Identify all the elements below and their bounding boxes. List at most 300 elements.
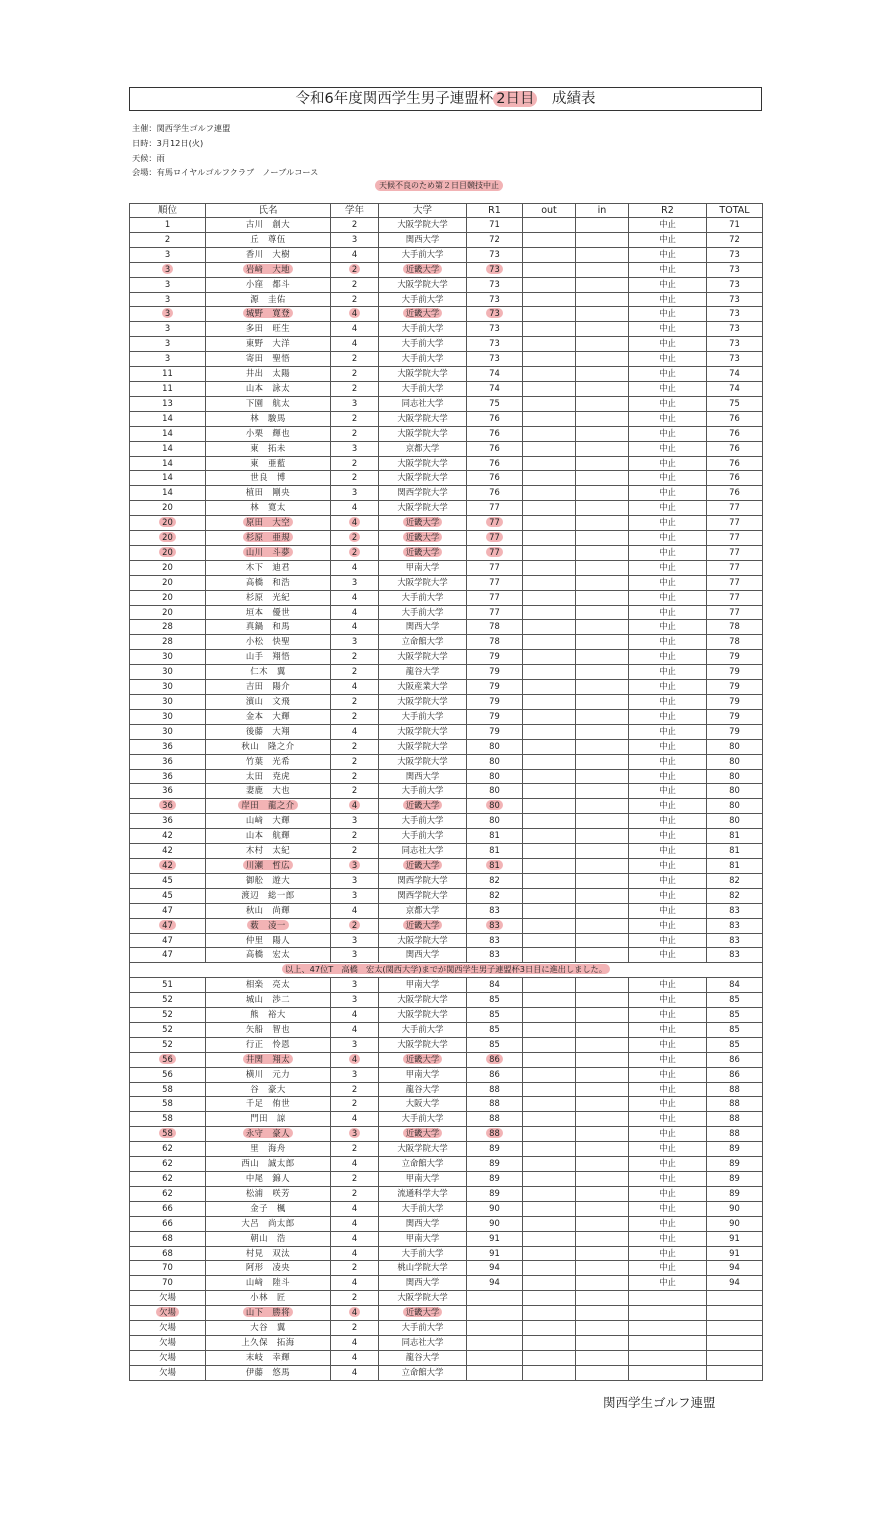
cell-r1: 83 bbox=[467, 903, 523, 918]
cell-total: 73 bbox=[707, 247, 763, 262]
cell-rank: 62 bbox=[130, 1172, 206, 1187]
cell-total: 84 bbox=[707, 978, 763, 993]
cell-university: 大手前大学 bbox=[379, 1321, 467, 1336]
table-row bbox=[130, 1261, 763, 1276]
cell-university: 大阪学院大学 bbox=[379, 575, 467, 590]
cell-rank: 58 bbox=[130, 1082, 206, 1097]
cell-university: 大手前大学 bbox=[379, 381, 467, 396]
cell-out bbox=[523, 232, 576, 247]
cell-grade: 2 bbox=[331, 1321, 379, 1336]
cell-total: 76 bbox=[707, 456, 763, 471]
cell-rank: 47 bbox=[130, 903, 206, 918]
cell-in bbox=[576, 277, 629, 292]
highlight-mark: 86 bbox=[486, 1054, 503, 1064]
cell-in bbox=[576, 724, 629, 739]
cell-r2: 中止 bbox=[629, 307, 707, 322]
cell-grade bbox=[331, 531, 379, 546]
cell-r2: 中止 bbox=[629, 933, 707, 948]
cell-name: 林 駿馬 bbox=[206, 411, 331, 426]
cell-grade: 2 bbox=[331, 292, 379, 307]
cell-rank: 56 bbox=[130, 1067, 206, 1082]
cell-total: 80 bbox=[707, 799, 763, 814]
cell-r2: 中止 bbox=[629, 814, 707, 829]
cell-r1: 91 bbox=[467, 1246, 523, 1261]
cell-r1 bbox=[467, 858, 523, 873]
cell-r2: 中止 bbox=[629, 724, 707, 739]
cell-in bbox=[576, 844, 629, 859]
cell-name: 熊 裕大 bbox=[206, 1008, 331, 1023]
cell-r2: 中止 bbox=[629, 709, 707, 724]
highlight-mark: 20 bbox=[159, 517, 176, 527]
cell-out bbox=[523, 709, 576, 724]
cell-university: 大手前大学 bbox=[379, 322, 467, 337]
cell-r1: 76 bbox=[467, 486, 523, 501]
cell-in bbox=[576, 247, 629, 262]
cell-university: 大阪大学 bbox=[379, 1097, 467, 1112]
cell-university: 立命館大学 bbox=[379, 1365, 467, 1380]
cell-r1: 88 bbox=[467, 1112, 523, 1127]
cell-university: 大阪学院大学 bbox=[379, 411, 467, 426]
cell-r1: 76 bbox=[467, 441, 523, 456]
cell-total: 83 bbox=[707, 948, 763, 963]
highlight-mark: 58 bbox=[159, 1128, 176, 1138]
cell-r1: 79 bbox=[467, 665, 523, 680]
table-row bbox=[130, 724, 763, 739]
cell-name: 門田 諒 bbox=[206, 1112, 331, 1127]
cell-r2: 中止 bbox=[629, 352, 707, 367]
cell-out bbox=[523, 814, 576, 829]
cell-university: 大阪学院大学 bbox=[379, 724, 467, 739]
highlight-mark: 城野 寛登 bbox=[243, 308, 293, 318]
cell-r2: 中止 bbox=[629, 1246, 707, 1261]
table-row bbox=[130, 1291, 763, 1306]
cell-r2: 中止 bbox=[629, 1186, 707, 1201]
cell-in bbox=[576, 784, 629, 799]
cell-r2: 中止 bbox=[629, 620, 707, 635]
cell-r2: 中止 bbox=[629, 218, 707, 233]
cell-total: 86 bbox=[707, 1067, 763, 1082]
cell-r2: 中止 bbox=[629, 545, 707, 560]
cell-out bbox=[523, 1261, 576, 1276]
table-row bbox=[130, 799, 763, 814]
cell-r2: 中止 bbox=[629, 1276, 707, 1291]
cell-rank: 30 bbox=[130, 724, 206, 739]
cell-r1 bbox=[467, 1365, 523, 1380]
cell-name: 太田 尭虎 bbox=[206, 769, 331, 784]
cell-total bbox=[707, 1335, 763, 1350]
cell-out bbox=[523, 829, 576, 844]
cell-in bbox=[576, 1112, 629, 1127]
cell-r2: 中止 bbox=[629, 650, 707, 665]
cell-total: 88 bbox=[707, 1127, 763, 1142]
cell-total: 89 bbox=[707, 1186, 763, 1201]
cell-grade: 3 bbox=[331, 486, 379, 501]
cell-total: 83 bbox=[707, 903, 763, 918]
cell-out bbox=[523, 1365, 576, 1380]
cell-total: 94 bbox=[707, 1261, 763, 1276]
cell-in bbox=[576, 531, 629, 546]
cell-r1: 73 bbox=[467, 352, 523, 367]
cell-in bbox=[576, 1052, 629, 1067]
cell-total bbox=[707, 1321, 763, 1336]
cell-university: 大阪学院大学 bbox=[379, 754, 467, 769]
cell-total: 90 bbox=[707, 1201, 763, 1216]
cell-out bbox=[523, 918, 576, 933]
highlight-mark: 4 bbox=[349, 1307, 360, 1317]
cell-r2: 中止 bbox=[629, 471, 707, 486]
cell-in bbox=[576, 993, 629, 1008]
cell-university: 龍谷大学 bbox=[379, 1082, 467, 1097]
cell-r1: 83 bbox=[467, 933, 523, 948]
highlight-mark: 欠場 bbox=[156, 1307, 179, 1317]
cell-out bbox=[523, 411, 576, 426]
cell-out bbox=[523, 1306, 576, 1321]
cell-out bbox=[523, 560, 576, 575]
cell-university: 関西大学 bbox=[379, 232, 467, 247]
cell-university: 大阪学院大学 bbox=[379, 218, 467, 233]
cell-grade bbox=[331, 1306, 379, 1321]
cell-university: 関西大学 bbox=[379, 1216, 467, 1231]
table-row bbox=[130, 1008, 763, 1023]
cell-out bbox=[523, 1216, 576, 1231]
cell-name bbox=[206, 799, 331, 814]
highlight-mark: 近畿大学 bbox=[403, 1128, 443, 1138]
cell-university: 大手前大学 bbox=[379, 337, 467, 352]
cell-r1: 77 bbox=[467, 575, 523, 590]
cell-r1: 94 bbox=[467, 1276, 523, 1291]
cell-r2: 中止 bbox=[629, 1022, 707, 1037]
table-row bbox=[130, 650, 763, 665]
highlight-mark: 2 bbox=[349, 532, 360, 542]
highlight-mark: 20 bbox=[159, 547, 176, 557]
highlight-mark: 原田 大空 bbox=[243, 517, 293, 527]
cell-university: 関西大学 bbox=[379, 1276, 467, 1291]
cell-grade: 2 bbox=[331, 1097, 379, 1112]
table-row bbox=[130, 456, 763, 471]
cell-name: 杉原 光紀 bbox=[206, 590, 331, 605]
cell-grade: 4 bbox=[331, 560, 379, 575]
cell-grade: 2 bbox=[331, 218, 379, 233]
cell-grade: 4 bbox=[331, 1008, 379, 1023]
table-row bbox=[130, 426, 763, 441]
cell-name: 御舩 遊大 bbox=[206, 873, 331, 888]
highlight-mark: 近畿大学 bbox=[403, 532, 443, 542]
cell-name: 多田 旺生 bbox=[206, 322, 331, 337]
cell-r2: 中止 bbox=[629, 396, 707, 411]
cell-r1: 90 bbox=[467, 1216, 523, 1231]
cell-r1: 73 bbox=[467, 322, 523, 337]
cell-out bbox=[523, 1276, 576, 1291]
cell-out bbox=[523, 635, 576, 650]
cell-rank: 47 bbox=[130, 948, 206, 963]
table-row bbox=[130, 918, 763, 933]
cell-in bbox=[576, 665, 629, 680]
cell-grade: 3 bbox=[331, 575, 379, 590]
cell-name: 大呂 尚太郎 bbox=[206, 1216, 331, 1231]
cell-name: 金本 大輝 bbox=[206, 709, 331, 724]
cell-university: 大手前大学 bbox=[379, 1022, 467, 1037]
cell-grade: 3 bbox=[331, 635, 379, 650]
table-row bbox=[130, 545, 763, 560]
cell-rank: 42 bbox=[130, 829, 206, 844]
cell-name: 木村 太紀 bbox=[206, 844, 331, 859]
header-name: 氏名 bbox=[206, 204, 331, 218]
cell-grade: 2 bbox=[331, 1261, 379, 1276]
cell-rank: 36 bbox=[130, 814, 206, 829]
cell-total: 79 bbox=[707, 709, 763, 724]
cell-name: 竹葉 光希 bbox=[206, 754, 331, 769]
cell-rank bbox=[130, 531, 206, 546]
info-date: 日時：3月12日(火) bbox=[132, 137, 204, 148]
cell-in bbox=[576, 1365, 629, 1380]
cell-in bbox=[576, 829, 629, 844]
table-row bbox=[130, 1142, 763, 1157]
cell-rank: 66 bbox=[130, 1216, 206, 1231]
cell-grade: 2 bbox=[331, 411, 379, 426]
cell-r1: 79 bbox=[467, 724, 523, 739]
cell-total: 76 bbox=[707, 411, 763, 426]
cell-in bbox=[576, 1246, 629, 1261]
cell-rank: 70 bbox=[130, 1276, 206, 1291]
cell-out bbox=[523, 471, 576, 486]
table-row bbox=[130, 471, 763, 486]
cell-total: 74 bbox=[707, 367, 763, 382]
cell-r1: 77 bbox=[467, 590, 523, 605]
cell-name: 後藤 大翔 bbox=[206, 724, 331, 739]
cell-r1: 85 bbox=[467, 1008, 523, 1023]
cell-total: 85 bbox=[707, 1022, 763, 1037]
cell-in bbox=[576, 873, 629, 888]
table-row bbox=[130, 1127, 763, 1142]
cell-grade bbox=[331, 516, 379, 531]
table-row bbox=[130, 1231, 763, 1246]
highlight-mark: 川瀬 哲広 bbox=[243, 860, 293, 870]
cell-university: 大阪学院大学 bbox=[379, 1291, 467, 1306]
cell-r2 bbox=[629, 1335, 707, 1350]
cell-grade: 3 bbox=[331, 814, 379, 829]
highlight-mark: 薮 凌一 bbox=[247, 920, 289, 930]
cell-grade: 4 bbox=[331, 322, 379, 337]
cell-total bbox=[707, 1365, 763, 1380]
table-row bbox=[130, 381, 763, 396]
table-row bbox=[130, 680, 763, 695]
cell-rank: 欠場 bbox=[130, 1335, 206, 1350]
cell-r1: 90 bbox=[467, 1201, 523, 1216]
cell-university: 大阪学院大学 bbox=[379, 993, 467, 1008]
cell-r1 bbox=[467, 918, 523, 933]
highlight-mark: 永守 豪人 bbox=[243, 1128, 293, 1138]
cell-university: 大手前大学 bbox=[379, 247, 467, 262]
cell-out bbox=[523, 799, 576, 814]
cell-r1 bbox=[467, 799, 523, 814]
cell-r1: 80 bbox=[467, 754, 523, 769]
header-total: TOTAL bbox=[707, 204, 763, 218]
cell-r1: 72 bbox=[467, 232, 523, 247]
table-row bbox=[130, 695, 763, 710]
cell-in bbox=[576, 1097, 629, 1112]
cell-r1: 79 bbox=[467, 695, 523, 710]
cell-r1 bbox=[467, 531, 523, 546]
cell-in bbox=[576, 1261, 629, 1276]
highlight-mark: 岩﨑 大地 bbox=[243, 264, 293, 274]
cell-out bbox=[523, 575, 576, 590]
cell-rank: 20 bbox=[130, 590, 206, 605]
cell-grade: 4 bbox=[331, 724, 379, 739]
table-row bbox=[130, 993, 763, 1008]
cell-total: 79 bbox=[707, 665, 763, 680]
cell-in bbox=[576, 486, 629, 501]
cell-rank: 30 bbox=[130, 695, 206, 710]
cell-r2: 中止 bbox=[629, 590, 707, 605]
cell-name: 里 海舟 bbox=[206, 1142, 331, 1157]
highlight-mark: 20 bbox=[159, 532, 176, 542]
cell-grade: 2 bbox=[331, 1291, 379, 1306]
highlight-mark: 77 bbox=[486, 547, 503, 557]
cell-rank: 42 bbox=[130, 844, 206, 859]
cell-rank: 58 bbox=[130, 1097, 206, 1112]
header-in: in bbox=[576, 204, 629, 218]
cell-r2: 中止 bbox=[629, 903, 707, 918]
table-row bbox=[130, 1052, 763, 1067]
cell-university: 関西学院大学 bbox=[379, 486, 467, 501]
cell-total: 73 bbox=[707, 322, 763, 337]
cell-name bbox=[206, 307, 331, 322]
cell-grade: 3 bbox=[331, 933, 379, 948]
cell-grade: 2 bbox=[331, 1172, 379, 1187]
cell-out bbox=[523, 531, 576, 546]
cell-grade: 4 bbox=[331, 1201, 379, 1216]
cell-r2: 中止 bbox=[629, 1097, 707, 1112]
cell-name: 横川 元力 bbox=[206, 1067, 331, 1082]
cell-out bbox=[523, 888, 576, 903]
cell-total: 73 bbox=[707, 337, 763, 352]
cell-in bbox=[576, 799, 629, 814]
cell-out bbox=[523, 1186, 576, 1201]
cell-out bbox=[523, 277, 576, 292]
cell-out bbox=[523, 1052, 576, 1067]
cell-out bbox=[523, 620, 576, 635]
results-table bbox=[129, 203, 763, 1381]
table-row bbox=[130, 590, 763, 605]
cell-total: 75 bbox=[707, 396, 763, 411]
cell-university: 関西大学 bbox=[379, 769, 467, 784]
cell-r2: 中止 bbox=[629, 888, 707, 903]
cell-r2: 中止 bbox=[629, 978, 707, 993]
cell-r2: 中止 bbox=[629, 516, 707, 531]
cell-total: 73 bbox=[707, 307, 763, 322]
table-row bbox=[130, 754, 763, 769]
cell-total: 79 bbox=[707, 680, 763, 695]
cell-grade: 2 bbox=[331, 277, 379, 292]
cell-grade bbox=[331, 307, 379, 322]
highlight-mark: 80 bbox=[486, 800, 503, 810]
cell-r1 bbox=[467, 1306, 523, 1321]
header-rank: 順位 bbox=[130, 204, 206, 218]
cell-university: 大阪学院大学 bbox=[379, 1037, 467, 1052]
table-row bbox=[130, 396, 763, 411]
cell-total: 73 bbox=[707, 292, 763, 307]
cell-out bbox=[523, 486, 576, 501]
cell-total: 78 bbox=[707, 620, 763, 635]
cell-in bbox=[576, 888, 629, 903]
cell-r1 bbox=[467, 1335, 523, 1350]
cell-out bbox=[523, 352, 576, 367]
cell-name: 仁木 翼 bbox=[206, 665, 331, 680]
cell-university: 関西学院大学 bbox=[379, 873, 467, 888]
cell-r1: 94 bbox=[467, 1261, 523, 1276]
cell-r1: 84 bbox=[467, 978, 523, 993]
cell-name: 小松 快聖 bbox=[206, 635, 331, 650]
cell-grade: 3 bbox=[331, 232, 379, 247]
cell-out bbox=[523, 903, 576, 918]
cell-out bbox=[523, 1097, 576, 1112]
cell-r1: 83 bbox=[467, 948, 523, 963]
cell-university: 大阪学院大学 bbox=[379, 367, 467, 382]
cell-rank bbox=[130, 1127, 206, 1142]
cell-out bbox=[523, 218, 576, 233]
cell-out bbox=[523, 545, 576, 560]
cell-in bbox=[576, 1157, 629, 1172]
cell-in bbox=[576, 590, 629, 605]
cell-university: 甲南大学 bbox=[379, 1067, 467, 1082]
cell-name: 伊藤 悠馬 bbox=[206, 1365, 331, 1380]
cell-university: 大阪学院大学 bbox=[379, 426, 467, 441]
highlight-mark: 56 bbox=[159, 1054, 176, 1064]
cell-total: 73 bbox=[707, 277, 763, 292]
table-row bbox=[130, 1306, 763, 1321]
cell-rank: 3 bbox=[130, 337, 206, 352]
cell-in bbox=[576, 650, 629, 665]
cell-r2: 中止 bbox=[629, 799, 707, 814]
highlight-mark: 3 bbox=[349, 1128, 360, 1138]
cell-university: 同志社大学 bbox=[379, 1335, 467, 1350]
cell-rank: 1 bbox=[130, 218, 206, 233]
cell-grade: 4 bbox=[331, 1365, 379, 1380]
cell-r2: 中止 bbox=[629, 1008, 707, 1023]
highlight-mark: 近畿大学 bbox=[403, 920, 443, 930]
cell-out bbox=[523, 1350, 576, 1365]
cell-total: 86 bbox=[707, 1052, 763, 1067]
cell-r1: 80 bbox=[467, 784, 523, 799]
cell-total: 76 bbox=[707, 471, 763, 486]
highlight-mark: 近畿大学 bbox=[403, 517, 443, 527]
cell-grade: 3 bbox=[331, 978, 379, 993]
cell-r2: 中止 bbox=[629, 1142, 707, 1157]
cell-total: 88 bbox=[707, 1112, 763, 1127]
cell-name: 仲里 陽人 bbox=[206, 933, 331, 948]
cell-grade: 2 bbox=[331, 1142, 379, 1157]
cell-r2: 中止 bbox=[629, 322, 707, 337]
cell-in bbox=[576, 1186, 629, 1201]
cell-r2: 中止 bbox=[629, 367, 707, 382]
cell-university: 甲南大学 bbox=[379, 1172, 467, 1187]
cell-name: 香川 大樹 bbox=[206, 247, 331, 262]
cell-rank: 62 bbox=[130, 1186, 206, 1201]
cell-name: 東野 大洋 bbox=[206, 337, 331, 352]
highlight-mark: 杉原 亜規 bbox=[243, 532, 293, 542]
cell-out bbox=[523, 665, 576, 680]
cell-in bbox=[576, 635, 629, 650]
cell-in bbox=[576, 262, 629, 277]
cell-r1: 79 bbox=[467, 680, 523, 695]
cell-in bbox=[576, 605, 629, 620]
cell-r2: 中止 bbox=[629, 1216, 707, 1231]
cell-r2 bbox=[629, 1291, 707, 1306]
table-row bbox=[130, 1082, 763, 1097]
cell-rank: 52 bbox=[130, 1022, 206, 1037]
header-grade: 学年 bbox=[331, 204, 379, 218]
cell-rank: 47 bbox=[130, 933, 206, 948]
